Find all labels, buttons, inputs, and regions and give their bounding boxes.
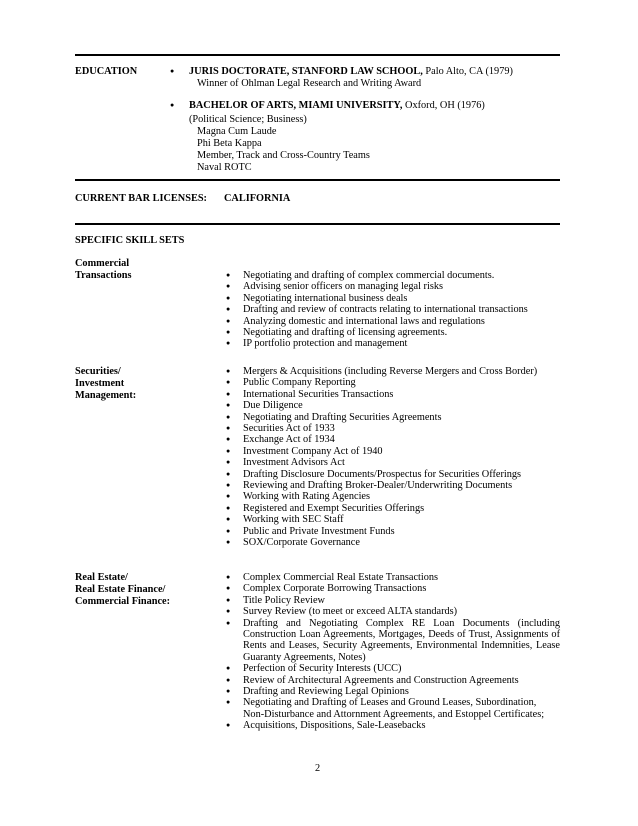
list-item: ● Drafting and review of contracts relating to international transactions [224,304,560,315]
list-item: ● Drafting Disclosure Documents/Prospectus for Securities Offerings [224,469,560,480]
degree-detail: Member, Track and Cross-Country Teams [197,150,370,161]
degree-detail: Naval ROTC [197,162,252,173]
list-item: ● Working with Rating Agencies [224,491,560,502]
list-item: ● Reviewing and Drafting Broker-Dealer/Underwriting Documents [224,480,560,491]
degree-title: BACHELOR OF ARTS, MIAMI UNIVERSITY, [189,100,403,111]
list-item: ● Mergers & Acquisitions (including Reverse Mergers and Cross Border) [224,366,560,377]
list-item: ● Negotiating and Drafting of Leases and Ground Leases, Subordination, Non-Disturbance and Attornment Agreements, and Estoppel Certificates; [224,697,560,720]
list-item: ● Survey Review (to meet or exceed ALTA standards) [224,606,560,617]
skill-group-label: Securities/ Investment Management: [75,366,137,401]
skill-group-label: Commercial Transactions [75,258,132,281]
degree-sub: (Political Science; Business) [189,114,307,125]
skill-list [224,270,560,350]
list-item: ● Negotiating and Drafting Securities Agreements [224,412,560,423]
degree-location: Oxford, OH (1976) [405,100,485,111]
degree-detail: Magna Cum Laude [197,126,277,137]
list-item: ● Drafting and Reviewing Legal Opinions [224,686,560,697]
bar-heading: CURRENT BAR LICENSES: [75,193,207,204]
bullet-icon: ● [170,101,175,109]
list-item: ● Negotiating international business deals [224,293,560,304]
degree-detail: Phi Beta Kappa [197,138,262,149]
list-item: ● Drafting and Negotiating Complex RE Loan Documents (including Construction Loan Agreements, Mortgages, Deeds of Trust, Assignments of Rents and Leases, Security Agreements, Environmental Indemnities, Lease Guaranty Agreements, Notes) [224,618,560,664]
list-item: ● Negotiating and drafting of licensing agreements. [224,327,560,338]
skill-list [224,366,560,549]
list-item: ● Due Diligence [224,400,560,411]
list-item: ● Registered and Exempt Securities Offerings [224,503,560,514]
list-item: ● Investment Company Act of 1940 [224,446,560,457]
section-rule [75,223,560,225]
education-heading: EDUCATION [75,66,138,77]
list-item: ● Advising senior officers on managing legal risks [224,281,560,292]
degree-detail: Winner of Ohlman Legal Research and Writing Award [197,78,422,89]
list-item: ● Securities Act of 1933 [224,423,560,434]
degree-location: Palo Alto, CA (1979) [425,66,513,77]
list-item: ● Title Policy Review [224,595,560,606]
skill-group-label: Real Estate/ Real Estate Finance/ Commercial Finance: [75,572,171,607]
list-item: ● Perfection of Security Interests (UCC) [224,663,560,674]
list-item: ● Review of Architectural Agreements and Construction Agreements [224,675,560,686]
list-item: ● Complex Corporate Borrowing Transactions [224,583,560,594]
list-item: ● International Securities Transactions [224,389,560,400]
list-item: ● IP portfolio protection and management [224,338,560,349]
list-item: ● Acquisitions, Dispositions, Sale-Leasebacks [224,720,560,731]
list-item: ● Public Company Reporting [224,377,560,388]
degree-ba [170,100,485,112]
list-item: ● SOX/Corporate Governance [224,537,560,548]
list-item: ● Negotiating and drafting of complex commercial documents. [224,270,560,281]
list-item: ● Public and Private Investment Funds [224,526,560,537]
list-item: ● Exchange Act of 1934 [224,434,560,445]
degree-jd [170,66,513,78]
list-item: ● Complex Commercial Real Estate Transactions [224,572,560,583]
bar-value: CALIFORNIA [224,193,291,204]
skill-list [224,572,560,732]
bullet-icon: ● [170,67,175,75]
degree-title: JURIS DOCTORATE, STANFORD LAW SCHOOL, [189,66,423,77]
list-item: ● Analyzing domestic and international laws and regulations [224,316,560,327]
list-item: ● Working with SEC Staff [224,514,560,525]
page-number: 2 [315,763,321,774]
list-item: ● Investment Advisors Act [224,457,560,468]
top-rule [75,54,560,56]
skills-heading: SPECIFIC SKILL SETS [75,235,185,246]
section-rule [75,179,560,181]
